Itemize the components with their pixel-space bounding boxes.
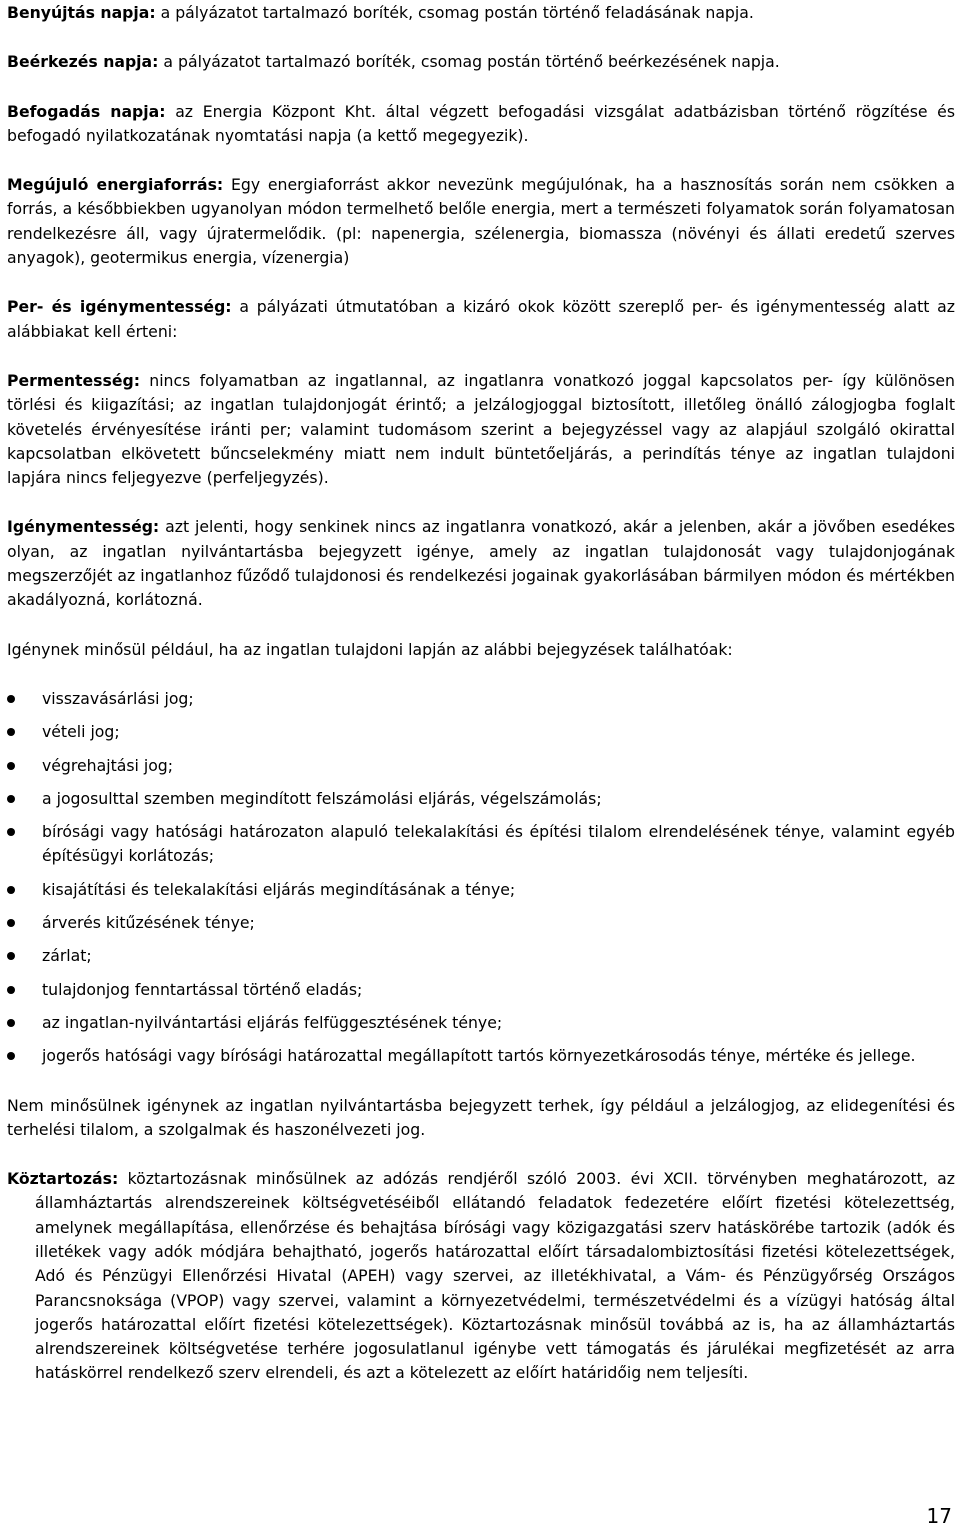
- list-item: végrehajtási jog;: [7, 754, 955, 778]
- claims-list: [7, 687, 955, 1069]
- bullet-icon: [7, 986, 15, 994]
- bullet-icon: [7, 1052, 15, 1060]
- bullet-icon: [7, 952, 15, 960]
- term: Befogadás napja:: [7, 101, 166, 121]
- bullet-icon: [7, 886, 15, 894]
- definition-text: az Energia Központ Kht. által végzett befogadási vizsgálat adatbázisban történő rögzítése és befogadó nyilatkozatának nyomtatási napja (a kettő megegyezik).: [7, 101, 955, 145]
- list-item: vételi jog;: [7, 720, 955, 744]
- definition-text: azt jelenti, hogy senkinek nincs az ingatlanra vonatkozó, akár a jelenben, akár a jövőben esedékes olyan, az ingatlan nyilvántartásba bejegyzett igénye, amely az ingatlan tulajdonosát vagy tulajdonjogának megszerzőjét az ingatlanhoz fűződő tulajdonosi és rendelkezési jogainak gyakorlásában bármilyen módon és mértékben akadályozná, korlátozná.: [7, 517, 955, 610]
- definition-permentesseg: [7, 369, 955, 490]
- bullet-icon: [7, 1019, 15, 1027]
- list-item: az ingatlan-nyilvántartási eljárás felfüggesztésének ténye;: [7, 1011, 955, 1035]
- list-item: árverés kitűzésének ténye;: [7, 911, 955, 935]
- term: Köztartozás:: [7, 1169, 119, 1189]
- page-number: 17: [926, 1504, 952, 1528]
- definition-text: a pályázatot tartalmazó boríték, csomag postán történő feladásának napja.: [155, 3, 754, 22]
- bullet-icon: [7, 795, 15, 803]
- list-item: a jogosulttal szemben megindított felszámolási eljárás, végelszámolás;: [7, 787, 955, 811]
- term: Megújuló energiaforrás:: [7, 175, 224, 195]
- definition-per-es-igenymentesseg: [7, 295, 955, 344]
- definition-benyujtas: [7, 0, 955, 25]
- bullet-icon: [7, 919, 15, 927]
- bullet-icon: [7, 695, 15, 703]
- term: Igénymentesség:: [7, 517, 160, 537]
- list-item: visszavásárlási jog;: [7, 687, 955, 711]
- term: Beérkezés napja:: [7, 52, 159, 72]
- not-claims-paragraph: Nem minősülnek igénynek az ingatlan nyilvántartásba bejegyzett terhek, így például a jelzálogjog, az elidegenítési és terhelési tilalom, a szolgalmak és haszonélvezeti jog.: [7, 1095, 955, 1139]
- definition-befogadas: [7, 100, 955, 149]
- list-item: kisajátítási és telekalakítási eljárás megindításának a ténye;: [7, 878, 955, 902]
- definition-text: nincs folyamatban az ingatlannal, az ingatlanra vonatkozó joggal kapcsolatos per- így különösen törlési és kiigazítási; az ingatlan tulajdonjogát érintő; a jelzálogjoggal biztosított, illetőleg önálló zálogjogba foglalt követelés érvényesítése iránti per; valamint tudomásom szerint a bejegyzéssel vagy az alapjául szolgáló okirattal kapcsolatban elkövetett bűncselekmény miatt nem indult büntetőeljárás, a perindítás ténye az ingatlan tulajdoni lapjára nincs feljegyezve (perfeljegyzés).: [7, 370, 955, 488]
- definition-text: köztartozásnak minősülnek az adózás rendjéről szóló 2003. évi XCII. törvényben meghatározott, az államháztartás alrendszereinek költségvetéséiből ellátandó feladatok fedezetére előírt fizetési kötelezettség, amelynek megállapítása, ellenőrzése és behajtása bírósági vagy közigazgatási szerv hatáskörébe tartozik (adók és illetékek vagy adók módjára behajtható, jogerős határozattal előírt társadalombiztosítási fizetési kötelezettségek, Adó és Pénzügyi Ellenőrzési Hivatal (APEH) vagy szervei, az illetékhivatal, a Vám- és Pénzügyőrség Országos Parancsnoksága (VPOP) vagy szervei, valamint a környezetvédelmi, természetvédelmi és a vízügyi hatóság által jogerős határozattal előírt fizetési kötelezettségek). Köztartozásnak minősül továbbá az is, ha az államháztartás alrendszereinek költségvetése terhére jogosulatlanul igénybe vett támogatás és járulékai megfizetését az arra hatáskörrel rendelkező szerv elrendeli, és azt a kötelezett az előírt határidőig nem teljesíti.: [35, 1169, 955, 1383]
- bullet-icon: [7, 828, 15, 836]
- definition-text: a pályázati útmutatóban a kizáró okok között szereplő per- és igénymentesség alatt az alábbiakat kell érteni:: [7, 297, 955, 341]
- bullet-icon: [7, 762, 15, 770]
- list-item: zárlat;: [7, 944, 955, 968]
- definition-beerkezes: [7, 50, 955, 74]
- term: Benyújtás napja:: [7, 3, 156, 22]
- list-item: tulajdonjog fenntartással történő eladás;: [7, 978, 955, 1002]
- list-item: jogerős hatósági vagy bírósági határozattal megállapított tartós környezetkárosodás ténye, mértéke és jellege.: [7, 1044, 955, 1068]
- term: Permentesség:: [7, 370, 140, 390]
- definition-text: Egy energiaforrást akkor nevezünk megújulónak, ha a hasznosítás során nem csökken a forrás, a későbbiekben ugyanolyan módon termelhető belőle energia, mert a természeti folyamatok során folyamatosan rendelkezésre áll, vagy újratermelődik. (pl: napenergia, szélenergia, biomassza (növényi és állati eredetű szerves anyagok), geotermikus energia, vízenergia): [7, 175, 955, 268]
- term: Per- és igénymentesség:: [7, 297, 232, 317]
- list-intro: Igénynek minősül például, ha az ingatlan tulajdoni lapján az alábbi bejegyzések találhatóak:: [7, 639, 733, 659]
- definition-igenymentesseg: [7, 515, 955, 612]
- definition-megujulo: [7, 173, 955, 270]
- list-item: bírósági vagy hatósági határozaton alapuló telekalakítási és építési tilalom elrendelésének ténye, valamint egyéb építésügyi korlátozás;: [7, 820, 955, 869]
- definition-koztartozas: [7, 1167, 955, 1386]
- bullet-icon: [7, 728, 15, 736]
- definition-text: a pályázatot tartalmazó boríték, csomag postán történő beérkezésének napja.: [158, 52, 780, 72]
